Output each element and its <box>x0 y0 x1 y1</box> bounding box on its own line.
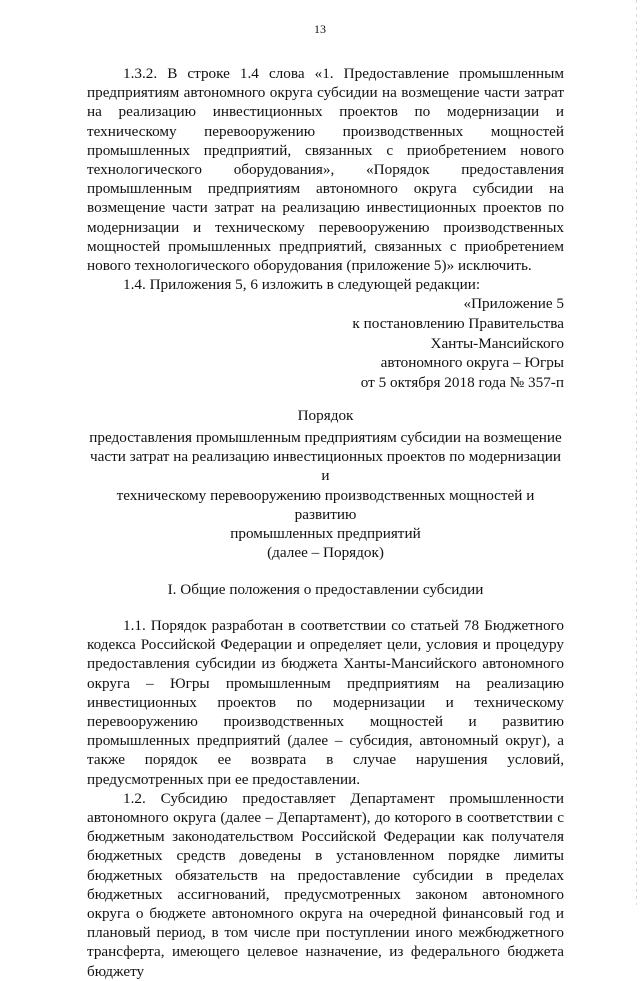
paragraph-1-1: 1.1. Порядок разработан в соответствии со статьей 78 Бюджетного кодекса Российской Федерации и определяет цели, условия и процедуру предоставления субсидии из бюджета Ханты-Мансийского автономного округа – Югры промышленным предприятиям на реализацию инвестиционных проектов по модернизации и техническому перевооружению производственных мощностей и развитию промышленных предприятий (далее – субсидия, автономный округ), а также порядок ее возврата в случае нарушения условий, предусмотренных при ее предоставлении. <box>87 616 564 788</box>
subtitle-line: (далее – Порядок) <box>267 544 384 562</box>
paragraph-1-3-2: 1.3.2. В строке 1.4 слова «1. Предоставление промышленным предприятиям автономного округа субсидии на возмещение части затрат на реализацию инвестиционных проектов по модернизации и техническому перевооружению производственных мощностей промышленных предприятий, связанных с приобретением нового технологического оборудования», «Порядок предоставления промышленным предприятиям автономного округа субсидии на возмещение части затрат на реализацию инвестиционных проектов по модернизации и техническому перевооружению производственных мощностей промышленных предприятий, связанных с приобретением нового технологического оборудования (приложение 5)» исключить. <box>87 65 564 275</box>
page-number: 13 <box>314 22 326 36</box>
appendix-header <box>87 294 564 392</box>
scan-edge-decoration <box>636 0 637 905</box>
document-title: Порядок <box>297 407 354 425</box>
appendix-header-line: Ханты-Мансийского <box>430 334 564 352</box>
appendix-header-line: к постановлению Правительства <box>352 315 564 333</box>
subtitle-line: предоставления промышленным предприятиям субсидии на возмещение <box>89 428 562 446</box>
paragraph-1-2: 1.2. Субсидию предоставляет Департамент промышленности автономного округа (далее – Департамент), до которого в соответствии с бюджетным законодательством Российской Федерации как получателя бюджетных средств доведены в установленном порядке лимиты бюджетных обязательств на предоставление субсидии в пределах бюджетных ассигнований, предусмотренных законом автономного округа о бюджете автономного округа на очередной финансовый год и плановый период, в том числе при поступлении иного межбюджетного трансферта, имеющего целевое назначение, из федерального бюджета бюджету <box>87 789 564 980</box>
appendix-header-line: «Приложение 5 <box>463 295 564 313</box>
document-body <box>87 64 564 981</box>
subtitle-line: промышленных предприятий <box>230 525 421 543</box>
document-subtitle <box>87 428 564 563</box>
subtitle-line: техническому перевооружению производственных мощностей и развитию <box>116 486 535 523</box>
appendix-header-line: от 5 октября 2018 года № 357-п <box>360 373 564 391</box>
paragraph-1-4: 1.4. Приложения 5, 6 изложить в следующей редакции: <box>123 276 481 294</box>
subtitle-line: части затрат на реализацию инвестиционных проектов по модернизации и <box>90 447 561 485</box>
appendix-header-line: автономного округа – Югры <box>380 354 564 372</box>
section-heading: I. Общие положения о предоставлении субсидии <box>167 580 484 598</box>
